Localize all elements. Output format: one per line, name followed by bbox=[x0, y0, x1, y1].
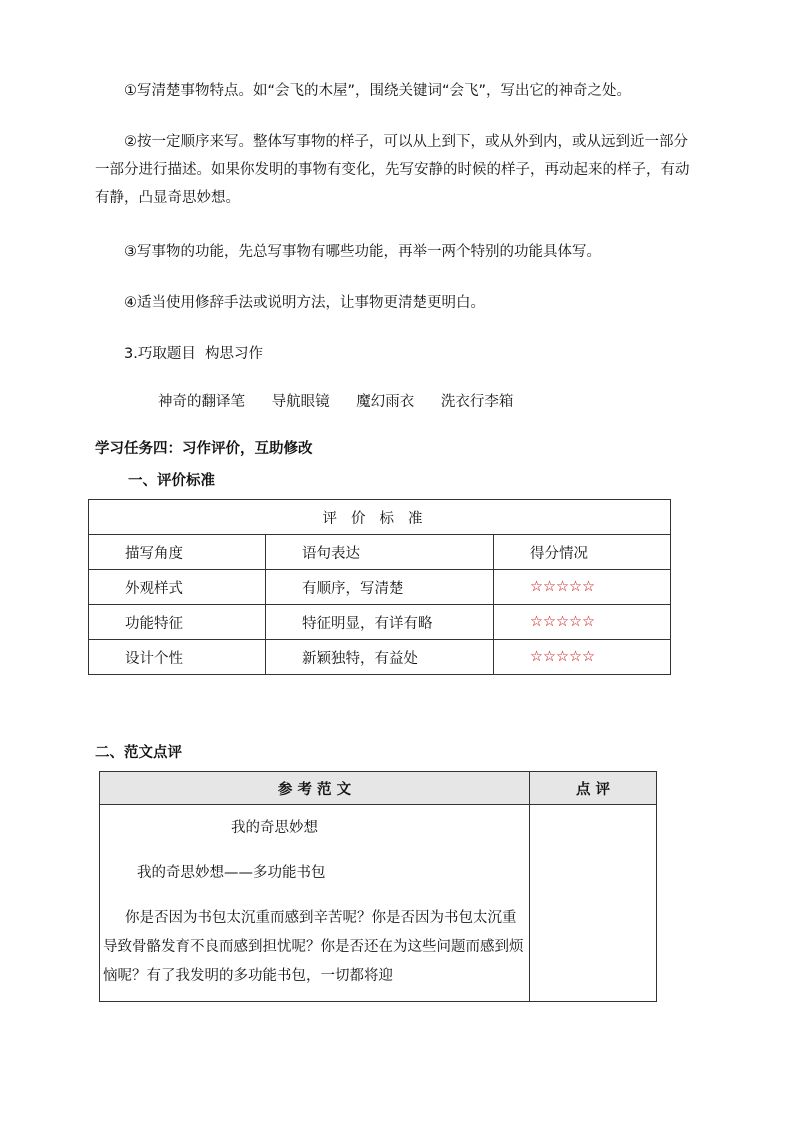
table-cell: 有顺序，写清楚 bbox=[266, 570, 494, 605]
table-cell: 外观样式 bbox=[89, 570, 266, 605]
table-row bbox=[89, 605, 671, 640]
task-4-heading: 学习任务四：习作评价，互助修改 bbox=[95, 441, 313, 457]
table-cell: 功能特征 bbox=[89, 605, 266, 640]
essay-subtitle: 我的奇思妙想——多功能书包 bbox=[137, 865, 326, 881]
table-header-row bbox=[89, 535, 671, 570]
item-3: ③写事物的功能，先总写事物有哪些功能，再举一两个特别的功能具体写。 bbox=[124, 244, 601, 260]
table-cell: 新颖独特，有益处 bbox=[266, 640, 494, 675]
example-title: 导航眼镜 bbox=[271, 394, 330, 410]
essay-table bbox=[99, 771, 657, 1002]
item-2: ②按一定顺序来写。整体写事物的样子，可以从上到下，或从外到内，或从远到近一部分一部分进行描述。如果你发明的事物有变化，先写安静的时候的样子，再动起来的样子，有动有静，凸显奇思妙想。 bbox=[95, 134, 690, 206]
column-header: 参 考 范 文 bbox=[100, 772, 530, 805]
essay-cell bbox=[100, 805, 530, 1002]
example-titles bbox=[158, 390, 535, 411]
column-header: 点 评 bbox=[530, 772, 657, 805]
essay-body: 你是否因为书包太沉重而感到辛苦呢？你是否因为书包太沉重导致骨骼发育不良而感到担忧呢？你是否还在为这些问题而感到烦恼呢？有了我发明的多功能书包，一切都将迎 bbox=[103, 910, 524, 984]
table-row bbox=[89, 570, 671, 605]
table-cell: 设计个性 bbox=[89, 640, 266, 675]
column-header: 描写角度 bbox=[89, 535, 266, 570]
item-1: ①写清楚事物特点。如“会飞的木屋”，围绕关键词“会飞”，写出它的神奇之处。 bbox=[124, 83, 632, 99]
criteria-heading: 一、评价标准 bbox=[128, 473, 215, 489]
table-row bbox=[100, 805, 657, 1002]
section-3-heading: 3.巧取题目 构思习作 bbox=[124, 346, 264, 362]
example-title: 神奇的翻译笔 bbox=[158, 394, 245, 410]
example-title: 洗衣行李箱 bbox=[440, 394, 514, 410]
table-title-row bbox=[89, 500, 671, 535]
essay-heading: 二、范文点评 bbox=[95, 745, 182, 761]
star-rating: ☆☆☆☆☆ bbox=[494, 640, 671, 675]
table-row bbox=[89, 640, 671, 675]
column-header: 得分情况 bbox=[494, 535, 671, 570]
table-header-row bbox=[100, 772, 657, 805]
criteria-table-title: 评价标准 bbox=[89, 500, 671, 535]
item-4: ④适当使用修辞手法或说明方法，让事物更清楚更明白。 bbox=[124, 295, 485, 311]
example-title: 魔幻雨衣 bbox=[356, 394, 415, 410]
star-rating: ☆☆☆☆☆ bbox=[494, 570, 671, 605]
table-cell: 特征明显，有详有略 bbox=[266, 605, 494, 640]
criteria-table bbox=[88, 499, 671, 675]
comment-cell bbox=[530, 805, 657, 1002]
column-header: 语句表达 bbox=[266, 535, 494, 570]
star-rating: ☆☆☆☆☆ bbox=[494, 605, 671, 640]
essay-title: 我的奇思妙想 bbox=[231, 820, 318, 836]
